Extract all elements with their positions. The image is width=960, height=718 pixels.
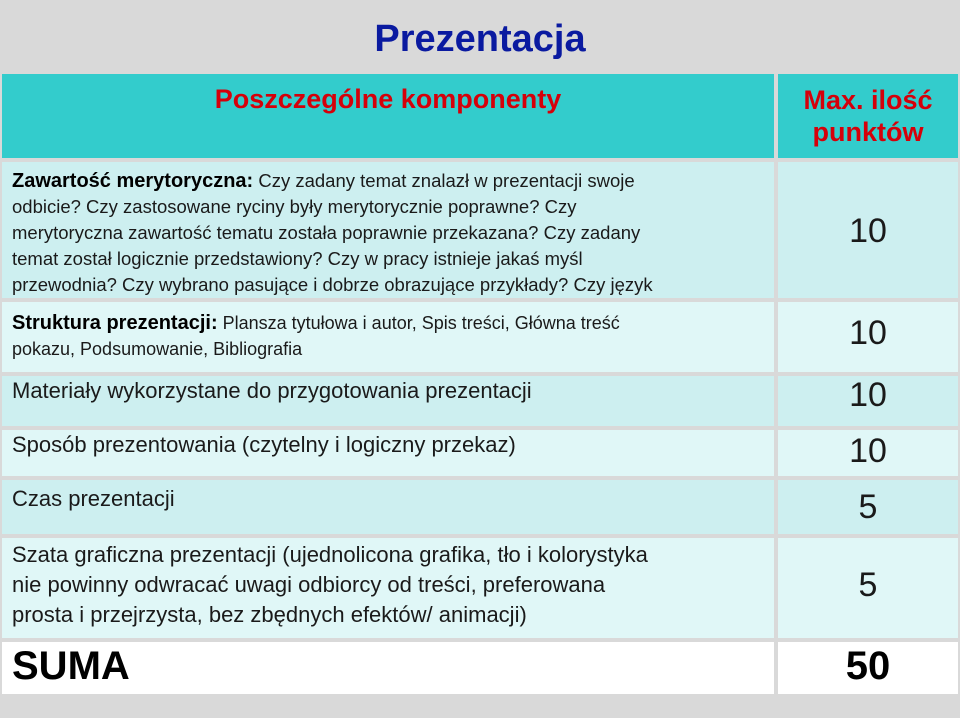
row-graphics-line: nie powinny odwracać uwagi odbiorcy od treści, preferowana	[12, 572, 606, 597]
row-presentation-points: 10	[849, 432, 887, 470]
row-content-line: merytoryczna zawartość tematu została poprawnie przekazana? Czy zadany	[12, 222, 641, 243]
row-materials	[2, 376, 774, 426]
row-content-line: temat został logicznie przedstawiony? Czy w pracy istnieje jakaś myśl	[12, 248, 583, 269]
row-structure-points: 10	[849, 314, 887, 352]
row-time-points-cell	[778, 480, 958, 534]
row-structure	[2, 302, 774, 372]
row-content-line: Czy zadany temat znalazł w prezentacji swoje	[253, 170, 635, 191]
row-content	[2, 162, 774, 298]
summary-points: 50	[845, 644, 891, 688]
page-title: Prezentacja	[374, 18, 586, 60]
row-content-points: 10	[849, 212, 887, 250]
row-content-label: Zawartość merytoryczna:	[12, 170, 254, 192]
row-structure-text	[12, 310, 620, 362]
row-materials-points: 10	[849, 376, 887, 414]
header-components-cell	[2, 74, 774, 158]
row-content-points-cell	[778, 162, 958, 298]
row-presentation-points-cell	[778, 430, 958, 476]
header-points-label-1: Max. ilość	[803, 85, 933, 115]
row-graphics-points: 5	[858, 566, 878, 604]
row-graphics-text	[12, 540, 648, 630]
row-content-line: przewodnia? Czy wybrano pasujące i dobrze obrazujące przykłady? Czy język	[12, 274, 653, 295]
row-structure-label: Struktura prezentacji:	[12, 312, 218, 334]
summary-row	[2, 642, 774, 694]
row-content-text	[12, 168, 772, 298]
row-graphics-line: Szata graficzna prezentacji (ujednolicona grafika, tło i kolorystyka	[12, 542, 648, 567]
row-materials-text: Materiały wykorzystane do przygotowania prezentacji	[12, 378, 532, 403]
header-components-label: Poszczególne komponenty	[214, 84, 562, 114]
row-structure-points-cell	[778, 302, 958, 372]
row-materials-points-cell	[778, 376, 958, 426]
row-structure-line: Plansza tytułowa i autor, Spis treści, Główna treść	[217, 313, 620, 333]
row-presentation	[2, 430, 774, 476]
row-graphics-line: prosta i przejrzysta, bez zbędnych efektów/ animacji)	[12, 602, 527, 627]
summary-points-cell	[778, 642, 958, 694]
summary-label: SUMA	[12, 644, 130, 688]
row-time-points: 5	[858, 488, 878, 526]
row-graphics-points-cell	[778, 538, 958, 638]
row-presentation-text: Sposób prezentowania (czytelny i logiczny przekaz)	[12, 432, 516, 457]
row-content-line: odbicie? Czy zastosowane ryciny były merytorycznie poprawne? Czy	[12, 196, 577, 217]
row-graphics	[2, 538, 774, 638]
row-time-text: Czas prezentacji	[12, 486, 175, 511]
header-points-cell	[778, 74, 958, 158]
row-structure-line: pokazu, Podsumowanie, Bibliografia	[12, 339, 303, 359]
header-points-label-2: punktów	[812, 117, 924, 147]
row-time	[2, 480, 774, 534]
